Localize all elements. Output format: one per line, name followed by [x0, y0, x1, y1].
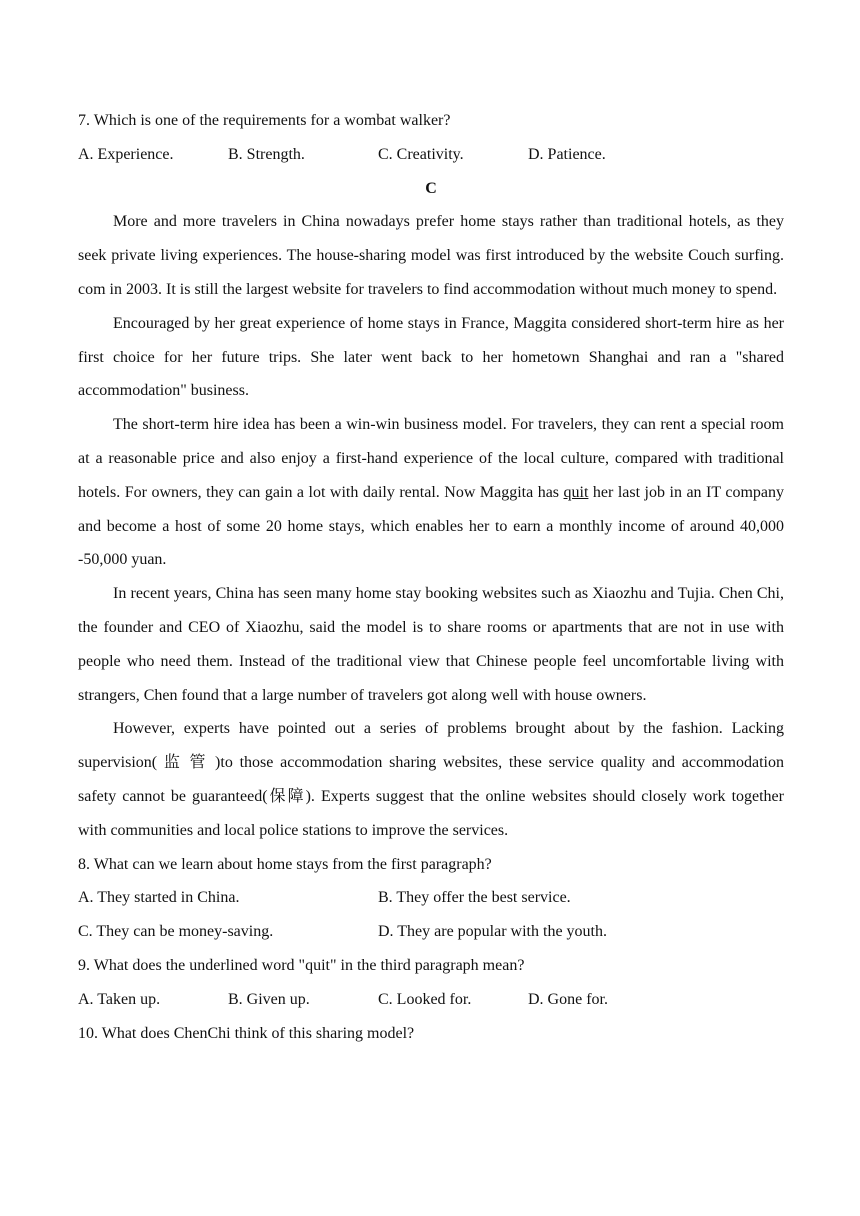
q7-option-b: B. Strength. [228, 145, 305, 163]
q8-option-c: C. They can be money-saving. [78, 923, 274, 941]
question-8-options-row-2 [78, 915, 784, 949]
q8-option-a: A. They started in China. [78, 889, 240, 907]
paragraph-3-text-end: her last job in an IT company and become a host of some 20 home stays, which enables her to earn a monthly income of around 40,000 -50,000 yuan. [78, 483, 785, 569]
q9-option-c: C. Looked for. [378, 990, 472, 1008]
underlined-word-quit: quit [563, 483, 589, 501]
q7-option-a: A. Experience. [78, 145, 174, 163]
q8-option-d: D. They are popular with the youth. [378, 923, 607, 941]
question-8: 8. What can we learn about home stays from the first paragraph? [78, 855, 492, 873]
question-7: 7. Which is one of the requirements for a wombat walker? [78, 112, 451, 129]
question-9-options [78, 983, 784, 1017]
question-8-options-row-1 [78, 881, 784, 915]
passage-paragraph-5: However, experts have pointed out a series of problems brought about by the fashion. Lacking supervision( 监 管 )to those accommodation sharing websites, these service quality and accommodation safety cannot be guaranteed(保障). Experts suggest that the online websites should closely work together with communities and local police stations to improve the services. [78, 720, 784, 839]
question-9: 9. What does the underlined word "quit" in the third paragraph mean? [78, 956, 525, 974]
q9-option-d: D. Gone for. [528, 990, 608, 1008]
question-7-options [78, 138, 784, 172]
section-heading: C [425, 179, 437, 197]
passage-paragraph-1: More and more travelers in China nowadays prefer home stays rather than traditional hotels, as they seek private living experiences. The house-sharing model was first introduced by the website Couch surfing. com in 2003. It is still the largest website for travelers to find accommodation without much money to spend. [78, 213, 784, 298]
paragraph-3-text-start: The short-term hire idea has been a win-win business model. For travelers, they can rent a special room at a reasonable price and also enjoy a first-hand experience of the local culture, compared with traditional hotels. For owners, they can gain a lot with daily rental. Now Maggita has [78, 416, 784, 501]
q9-option-b: B. Given up. [228, 990, 310, 1008]
q7-option-d: D. Patience. [528, 145, 606, 163]
passage-paragraph-4: In recent years, China has seen many home stay booking websites such as Xiaozhu and Tujia. Chen Chi, the founder and CEO of Xiaozhu, said the model is to share rooms or apartments that are not in use with people who need them. Instead of the traditional view that Chinese people feel uncomfortable living with strangers, Chen found that a large number of travelers got along well with house owners. [78, 585, 784, 704]
question-10: 10. What does ChenChi think of this sharing model? [78, 1024, 415, 1042]
q7-option-c: C. Creativity. [378, 145, 464, 163]
document-page [78, 104, 784, 1050]
passage-paragraph-3 [78, 408, 784, 577]
passage-paragraph-2: Encouraged by her great experience of home stays in France, Maggita considered short-term hire as her first choice for her future trips. She later went back to her hometown Shanghai and ran a "shared accommodation" business. [78, 314, 784, 400]
q8-option-b: B. They offer the best service. [378, 889, 571, 907]
q9-option-a: A. Taken up. [78, 990, 161, 1008]
